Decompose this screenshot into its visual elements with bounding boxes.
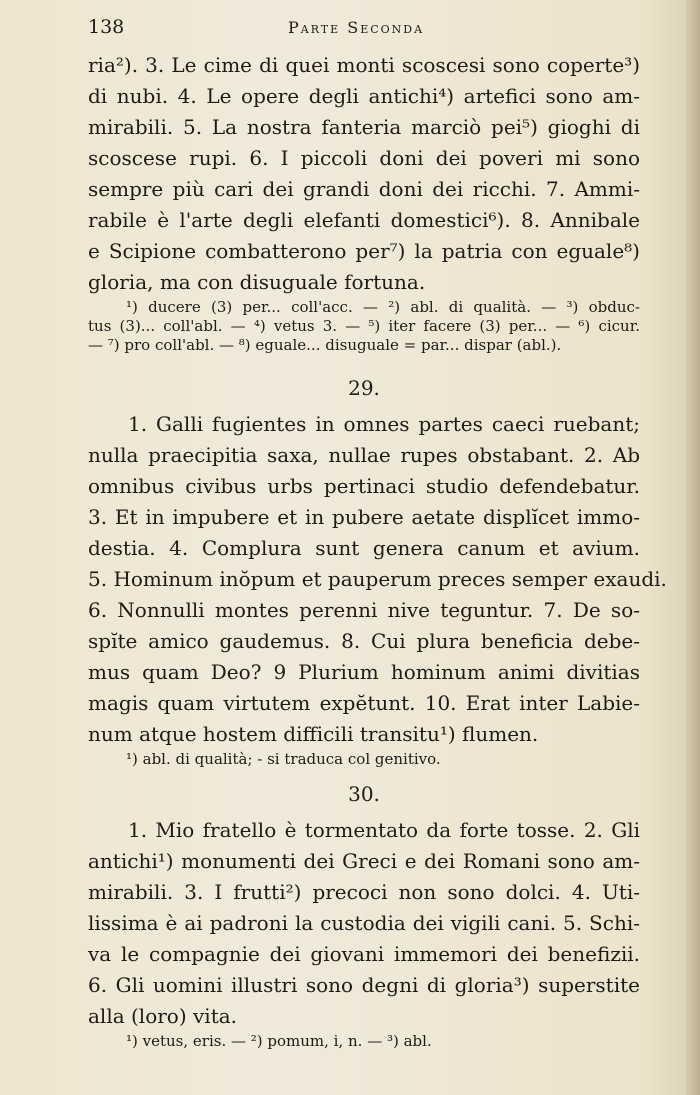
exercise-29 [88, 409, 667, 750]
text-line: mus quam Deo? 9 Plurium hominum animi divitias [88, 660, 640, 684]
text-line: 3. Et in impubere et in pubere aetate displĭcet immo- [88, 505, 640, 529]
text-line: gloria, ma con disuguale fortuna. [88, 270, 426, 294]
footnote-line: — ⁷) pro coll'abl. — ⁸) eguale... disuguale = par... dispar (abl.). [88, 336, 562, 354]
text-line: lissima è ai padroni la custodia dei vigili cani. 5. Schi- [88, 911, 640, 935]
text-line: destia. 4. Complura sunt genera canum et avium. [88, 536, 640, 560]
text-line: nulla praecipitia saxa, nullae rupes obstabant. 2. Ab [88, 443, 640, 467]
footnotes [88, 750, 640, 769]
text-line: sempre più cari dei grandi doni dei ricchi. 7. Ammi- [88, 177, 640, 201]
exercise-30 [88, 815, 640, 1032]
text-line: mirabili. 5. La nostra fanteria marciò pei⁵) gioghi di [88, 115, 640, 139]
footnotes [88, 1032, 640, 1051]
text-line: e Scipione combatterono per⁷) la patria con eguale⁸) [88, 239, 640, 263]
text-line: di nubi. 4. Le opere degli antichi⁴) artefici sono am- [88, 84, 640, 108]
footnote-line: tus (3)... coll'abl. — ⁴) vetus 3. — ⁵) iter facere (3) per... — ⁶) cicur. [88, 317, 640, 335]
exercise-continued [88, 50, 640, 298]
text-line: omnibus civibus urbs pertinaci studio defendebatur. [88, 474, 640, 498]
text-line: ria²). 3. Le cime di quei monti scoscesi sono coperte³) [88, 53, 640, 77]
text-line: spĭte amico gaudemus. 8. Cui plura beneficia debe- [88, 629, 640, 653]
text-line: va le compagnie dei giovani immemori dei benefizii. [88, 942, 640, 966]
page-edge [686, 0, 700, 1095]
text-line: 1. Mio fratello è tormentato da forte tosse. 2. Gli [128, 818, 640, 842]
running-title: Parte Seconda [288, 18, 425, 37]
text-line: 5. Hominum inŏpum et pauperum preces semper exaudi. [88, 567, 667, 591]
footnote-line: ¹) abl. di qualità; - si traduca col genitivo. [126, 750, 441, 768]
page-number: 138 [88, 16, 125, 38]
text-line: rabile è l'arte degli elefanti domestici⁶). 8. Annibale [88, 208, 640, 232]
text-line: alla (loro) vita. [88, 1004, 238, 1028]
text-line: mirabili. 3. I frutti²) precoci non sono dolci. 4. Uti- [88, 880, 640, 904]
footnote-line: ¹) ducere (3) per... coll'acc. — ²) abl. di qualità. — ³) obduc- [126, 298, 640, 316]
page-header [88, 16, 648, 46]
footnote-line: ¹) vetus, eris. — ²) pomum, i, n. — ³) abl. [126, 1032, 432, 1050]
text-line: 6. Gli uomini illustri sono degni di gloria³) superstite [88, 973, 640, 997]
text-line: scoscese rupi. 6. I piccoli doni dei poveri mi sono [88, 146, 640, 170]
text-line: num atque hostem difficili transitu¹) flumen. [88, 722, 539, 746]
footnotes [88, 298, 640, 355]
text-line: magis quam virtutem expĕtunt. 10. Erat inter Labie- [88, 691, 640, 715]
exercise-number: 30. [348, 782, 380, 806]
text-line: 1. Galli fugientes in omnes partes caeci ruebant; [128, 412, 640, 436]
text-line: antichi¹) monumenti dei Greci e dei Romani sono am- [88, 849, 640, 873]
text-line: 6. Nonnulli montes perenni nive teguntur. 7. De so- [88, 598, 640, 622]
exercise-number: 29. [348, 376, 380, 400]
page-body [88, 50, 667, 1051]
